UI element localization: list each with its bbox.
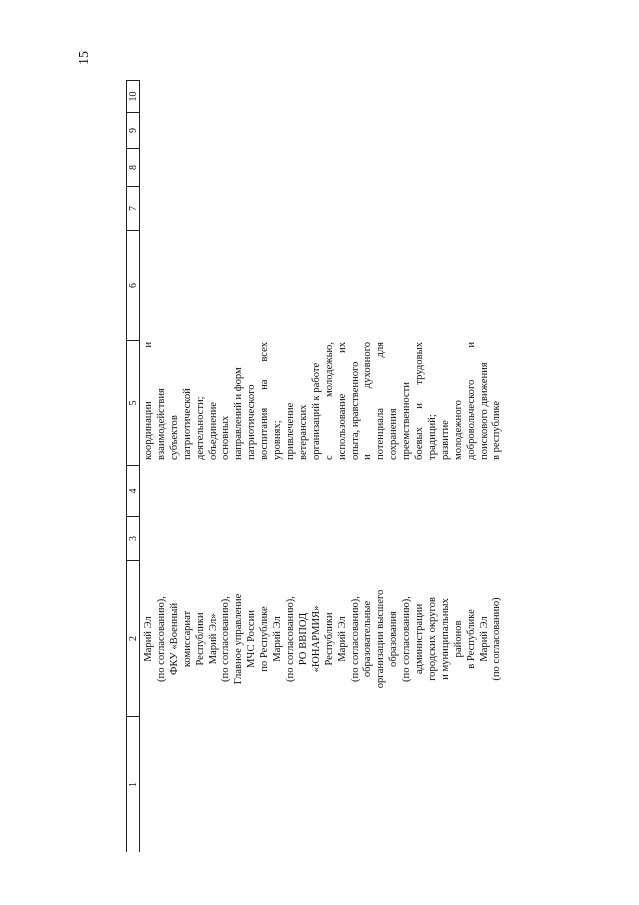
- header-col-8: 8: [127, 149, 140, 187]
- cell-line: использование их: [336, 342, 348, 460]
- cell-line: развитие: [439, 420, 451, 460]
- cell-line: ветеранских: [297, 404, 309, 460]
- cell-line: (по согласованию),: [401, 596, 413, 682]
- header-col-10: 10: [127, 80, 140, 113]
- cell-line: организации высшего: [375, 589, 387, 689]
- cell-line: «ЮНАРМИЯ»: [310, 605, 322, 673]
- cell-line: комиссариат: [181, 610, 193, 668]
- cell-line: (по согласованию),: [284, 596, 296, 682]
- cell-line: организаций к работе: [310, 362, 322, 460]
- cell-line: объединение: [207, 402, 219, 460]
- header-col-5: 5: [127, 341, 140, 466]
- cell-line: традиций;: [426, 414, 438, 460]
- cell-line: Марий Эл: [143, 616, 154, 662]
- cell-line: МЧС России: [246, 610, 258, 668]
- cell-line: добровольческого и: [465, 342, 477, 460]
- cell-line: Республики: [194, 612, 206, 666]
- header-col-7: 7: [127, 187, 140, 231]
- expected-results-cell: [143, 342, 504, 460]
- cell-line: координации и: [143, 342, 154, 460]
- cell-line: РО ВВПОД: [297, 612, 309, 666]
- responsible-executors-cell: [143, 561, 504, 717]
- cell-line: Марий Эл»: [207, 613, 219, 665]
- cell-line: патриотического: [246, 384, 258, 460]
- cell-line: образовательные: [362, 600, 374, 678]
- cell-line: в Республике: [465, 609, 477, 669]
- cell-line: уровнях;: [272, 420, 284, 460]
- rotated-table: [126, 80, 578, 852]
- cell-line: (по согласованию),: [155, 596, 167, 682]
- header-col-1: 1: [128, 782, 139, 787]
- cell-line: деятельности;: [194, 396, 206, 460]
- cell-line: (по согласованию): [491, 597, 503, 681]
- cell-line: (по согласованию),: [220, 596, 232, 682]
- cell-line: с молодежью,: [323, 342, 335, 460]
- cell-line: боевых и трудовых: [414, 342, 426, 460]
- cell-line: сохранения: [388, 408, 400, 460]
- cell-line: администрации: [414, 603, 426, 675]
- cell-line: воспитания на всех: [259, 342, 271, 460]
- cell-line: Марий Эл: [478, 616, 490, 662]
- header-col-3: 3: [127, 517, 140, 561]
- cell-line: и муниципальных: [439, 598, 451, 680]
- cell-line: потенциала для: [375, 342, 387, 460]
- cell-line: Республики: [323, 612, 335, 666]
- header-col-2: 2: [127, 561, 140, 717]
- cell-line: направлений и форм: [233, 367, 245, 460]
- cell-line: молодежного: [452, 400, 464, 460]
- cell-line: субъектов: [168, 415, 180, 460]
- cell-line: опыта, нравственного: [349, 361, 361, 460]
- cell-line: преемственности: [401, 382, 413, 460]
- cell-line: и духовного: [362, 342, 374, 460]
- header-col-4: 4: [127, 466, 140, 517]
- cell-line: районов: [452, 620, 464, 658]
- cell-line: (по согласованию),: [349, 596, 361, 682]
- cell-line: Главное управление: [233, 593, 245, 685]
- header-col-6: 6: [127, 231, 140, 341]
- cell-line: образования: [388, 611, 400, 667]
- cell-line: патриотической: [181, 388, 193, 460]
- cell-line: Марий Эл: [272, 616, 284, 662]
- cell-line: поискового движения: [478, 362, 490, 460]
- cell-line: Марий Эл: [336, 616, 348, 662]
- cell-line: взаимодействия: [155, 388, 167, 460]
- cell-line: ФКУ «Военный: [168, 603, 180, 675]
- cell-line: в республике: [491, 400, 503, 460]
- cell-line: привлечение: [284, 402, 296, 460]
- header-col-9: 9: [127, 113, 140, 149]
- cell-line: по Республике: [259, 606, 271, 672]
- cell-line: основных: [220, 415, 232, 460]
- table-header-row: [126, 80, 140, 852]
- cell-line: городских округов: [426, 597, 438, 681]
- page-number: 15: [77, 51, 92, 65]
